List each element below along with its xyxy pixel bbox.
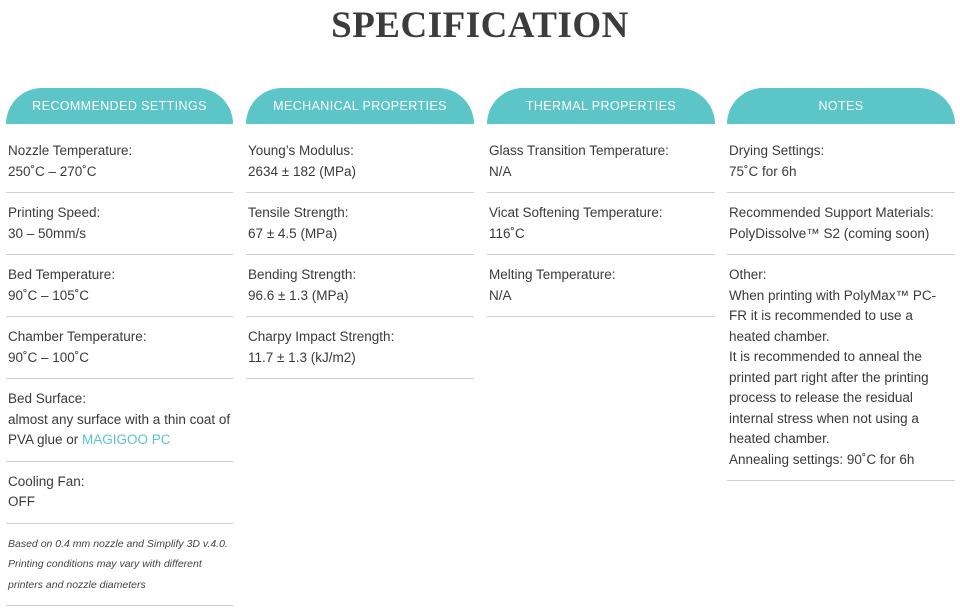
spec-row-bed-surface [6,389,233,462]
spec-row-charpy-impact-strength [246,327,474,379]
spec-label: Other: [729,267,767,282]
recommended-settings-list [6,124,233,606]
spec-row-cooling-fan [6,472,233,524]
bed-surface-text: almost any surface with a thin coat of PVA glue or [8,411,231,447]
spec-row-other [727,265,955,481]
thermal-properties-column [487,88,715,327]
spec-label: Melting Temperature: [489,267,616,282]
page-title: SPECIFICATION [331,5,629,46]
spec-value: 75˚C for 6h [729,163,797,179]
spec-label: Recommended Support Materials: [729,205,934,220]
spec-value: 2634 ± 182 (MPa) [248,163,356,179]
tab-notes[interactable]: NOTES [727,88,955,124]
spec-value: 250˚C – 270˚C [8,163,97,179]
spec-value: N/A [489,163,512,179]
spec-row-youngs-modulus [246,141,474,193]
spec-label: Chamber Temperature: [8,329,147,344]
spec-row-printing-speed [6,203,233,255]
spec-value: 90˚C – 105˚C [8,287,90,303]
spec-row-chamber-temperature [6,327,233,379]
thermal-properties-list [487,124,715,317]
spec-label: Printing Speed: [8,205,101,220]
spec-label: Nozzle Temperature: [8,143,133,158]
spec-row-melting-temperature [487,265,715,317]
spec-row-glass-transition [487,141,715,193]
spec-label: Bending Strength: [248,267,357,282]
spec-label: Young’s Modulus: [248,143,354,158]
recommended-settings-column [6,88,233,616]
mechanical-properties-column [246,88,474,389]
spec-row-bed-temperature [6,265,233,317]
spec-label: Vicat Softening Temperature: [489,205,663,220]
spec-label: Cooling Fan: [8,473,85,489]
spec-label: Charpy Impact Strength: [248,329,395,344]
spec-row-vicat-softening [487,203,715,255]
notes-list [727,124,955,481]
spec-value: N/A [489,287,512,303]
spec-value [8,410,231,451]
spec-row-tensile-strength [246,203,474,255]
spec-label: Glass Transition Temperature: [489,143,669,158]
spec-value: Annealing settings: 90˚C for 6h [729,451,915,467]
spec-value: OFF [8,494,35,509]
spec-value: 116˚C [489,225,525,241]
tab-mechanical-properties[interactable]: MECHANICAL PROPERTIES [246,88,474,124]
spec-row-bending-strength [246,265,474,317]
notes-column [727,88,955,491]
spec-label: Bed Temperature: [8,267,116,282]
spec-value: 11.7 ± 1.3 (kJ/m2) [248,349,356,365]
spec-value: 96.6 ± 1.3 (MPa) [248,287,349,303]
spec-label: Drying Settings: [729,143,825,158]
spec-value: When printing with PolyMax™ PC-FR it is recommended to use a heated chamber. [729,287,937,344]
spec-row-drying-settings [727,141,955,193]
spec-value: 67 ± 4.5 (MPa) [248,225,338,241]
spec-label: Tensile Strength: [248,205,349,220]
spec-value: PolyDissolve™ S2 (coming soon) [729,225,930,241]
magigoo-pc-link[interactable]: MAGIGOO PC [82,432,171,447]
spec-label: Bed Surface: [8,391,87,406]
tab-recommended-settings[interactable]: RECOMMENDED SETTINGS [6,88,233,124]
spec-value: 30 – 50mm/s [8,225,87,241]
settings-footnote: Based on 0.4 mm nozzle and Simplify 3D v.4.0. Printing conditions may vary with different printers and nozzle diameters [6,534,233,607]
spec-row-nozzle-temperature [6,141,233,193]
spec-row-support-materials [727,203,955,255]
mechanical-properties-list [246,124,474,379]
tab-thermal-properties[interactable]: THERMAL PROPERTIES [487,88,715,124]
spec-value: It is recommended to anneal the printed part right after the printing process to release the residual internal stress when not using a heated chamber. [729,349,929,446]
spec-value: 90˚C – 100˚C [8,349,90,365]
